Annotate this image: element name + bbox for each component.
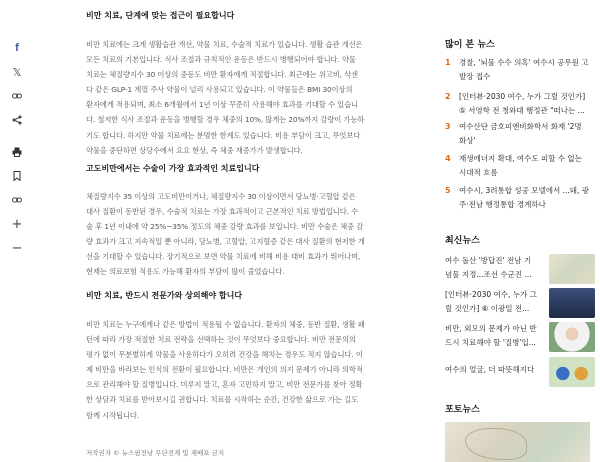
headline-line: 여수의 얼굴, 더 따뜻해지다 — [445, 365, 535, 374]
rank-number: 2 — [445, 92, 451, 101]
share-icon[interactable] — [0, 108, 34, 132]
headline-line: 경찰, '뇌물 수수 의혹' 여수시 공무원 고 — [459, 58, 589, 67]
photo-news-image[interactable] — [445, 422, 590, 462]
most-viewed-item[interactable] — [445, 152, 593, 180]
rank-number: 1 — [445, 58, 451, 67]
map-thumbnail[interactable] — [549, 254, 595, 284]
paragraph-line: 량 효과가 크고 지속적일 뿐 아니라, 당뇨병, 고혈압, 고지혈증 같은 대사 질환의 현저한 개 — [86, 237, 365, 247]
paragraph-line: 체질량지수 35 이상의 고도비만이거나, 체질량지수 30 이상이면서 당뇨병·고혈압 같은 — [86, 192, 356, 201]
latest-news-item[interactable] — [445, 322, 595, 352]
headline-line: 비만, 외모의 문제가 아닌 반 — [445, 324, 537, 333]
paragraph-line: 모든 치료의 기본입니다. 식사 조절과 규칙적인 운동은 반드시 병행되어야 합니다. 약물 — [86, 55, 356, 65]
doctor-thumbnail[interactable] — [549, 322, 595, 352]
paragraph-line: 으로 관리해야 할 질병입니다. 미루지 말고, 혼자 고민하지 말고, 비만 전문가를 찾아 정확 — [86, 380, 363, 390]
section-heading-3: 비만 치료, 반드시 전문가와 상의해야 합니다 — [86, 291, 243, 300]
link-icon[interactable] — [0, 84, 34, 108]
most-viewed-item[interactable] — [445, 90, 593, 118]
print-icon[interactable] — [0, 140, 34, 164]
rank-number: 5 — [445, 186, 451, 195]
paragraph-1 — [86, 37, 382, 158]
headline-line: 주·전남 행정통합 경계하나 — [459, 200, 546, 209]
most-viewed-title: 많이 본 뉴스 — [445, 40, 495, 50]
person-thumbnail[interactable] — [549, 288, 595, 318]
photo-news-title: 포토뉴스 — [445, 405, 480, 415]
headline-line: [인터뷰·2030 여수, 누가 그 — [445, 290, 537, 299]
paragraph-line: 현재는 의료보험 적용도 가능해 환자의 부담이 많이 줄었습니다. — [86, 267, 285, 277]
facebook-icon[interactable]: f — [15, 42, 19, 54]
paragraph-line: 치료는 체질량지수 30 이상의 중등도 비만 환자에게 적절합니다. 최근에는 위고비, 삭센 — [86, 70, 358, 80]
headline-line: 릴 것인가] ⑥ 이광일 전... — [445, 303, 530, 313]
paragraph-line: 기도 합니다. 하지만 약물 치료에는 분명한 한계도 있습니다. 비용 부담이 크고, 무엇보다 — [86, 130, 361, 140]
paragraph-line: 비만 치료는 누구에게나 같은 방법이 적용될 수 없습니다. 환자의 체중, 동반 질환, 생활 패 — [86, 320, 365, 329]
paragraph-line: 술 후 1년 이내에 약 25%~35% 정도의 체중 감량 효과를 보입니다. 비만 수술은 체중 감 — [86, 222, 364, 232]
latest-news-item[interactable] — [445, 288, 595, 318]
bookmark-icon[interactable] — [0, 164, 34, 188]
paragraph-3 — [86, 317, 382, 423]
headline-line: ⑤ 서영학 전 청와대 행정관 "떠나는 ... — [459, 106, 585, 115]
headline-line: 발장 접수 — [459, 72, 491, 81]
most-viewed-item[interactable] — [445, 120, 593, 148]
headline-line: 념물 지정...조선 수군진 ... — [445, 269, 532, 279]
paragraph-line: 한 상담과 치료를 받아보시길 권합니다. 치료를 시작하는 순간, 건강한 삶으로 가는 길도 — [86, 395, 359, 405]
paragraph-line: 평가 없이 무분별하게 약물을 사용하다가 오히려 건강을 해치는 경우도 적지 않습니다. 이 — [86, 350, 363, 360]
most-viewed-item[interactable] — [445, 56, 593, 84]
paragraph-line: 약물을 중단하면 상당수에서 요요 현상, 즉 체중 재증가가 발생합니다. — [86, 145, 303, 155]
headline-line: 화상' — [459, 136, 476, 145]
paragraph-line: 다. 철저한 식사 조절과 운동을 병행할 경우 체중의 10%, 많게는 20%까지 감량이 가능하 — [86, 115, 365, 125]
headline-line: 여수산단 금호피앤비화학서 화재 '2명 — [459, 122, 582, 131]
latest-news-title: 최신뉴스 — [445, 236, 480, 246]
headline-line: 여수시, 3려통합 성공 모델에서 ...돼, 광 — [459, 186, 590, 195]
copyright-notice: 저작권자 © 뉴스핌전남 무단전재 및 재배포 금지 — [86, 449, 225, 457]
x-twitter-icon[interactable]: 𝕏 — [12, 65, 22, 79]
paragraph-2 — [86, 189, 382, 280]
headline-line: [인터뷰·2030 여수, 누가 그릴 것인가] — [459, 92, 586, 101]
headline-line: 드시 치료해야 할 '질병'입... — [445, 337, 536, 347]
paragraph-line: 다 같은 GLP-1 계열 주사 약물이 널리 사용되고 있습니다. 이 약물들은 BMI 30이상의 — [86, 85, 353, 95]
rank-number: 3 — [445, 122, 451, 131]
headline-line: 여수 돌산 '방답진' 전남 기 — [445, 256, 532, 265]
latest-news-item[interactable] — [445, 254, 595, 284]
font-increase-icon[interactable]: + — [11, 216, 23, 232]
headline-line: 재생에너지 확대, 여수도 피할 수 없는 — [459, 154, 582, 163]
rank-number: 4 — [445, 154, 451, 163]
paragraph-line: 턴에 따라 가장 적절한 치료 전략을 선택하는 것이 무엇보다 중요합니다. 비만 전문의의 — [86, 335, 356, 345]
paragraph-line: 함께 시작됩니다. — [86, 410, 140, 420]
mascot-thumbnail[interactable] — [549, 357, 595, 387]
copy-link-icon[interactable] — [0, 188, 34, 212]
section-heading-2: 고도비만에서는 수술이 가장 효과적인 치료입니다 — [86, 164, 260, 173]
font-decrease-icon[interactable]: − — [11, 240, 23, 256]
paragraph-line: 비만 치료에는 크게 생활습관 개선, 약물 치료, 수술적 치료가 있습니다. 생활 습관 개선은 — [86, 40, 363, 49]
headline-line: 시대적 흐름 — [459, 168, 498, 177]
paragraph-line: 환자에게 적용되며, 최소 6개월에서 1년 이상 꾸준히 사용해야 효과를 기대할 수 있습니 — [86, 100, 358, 110]
section-heading-1: 비만 치료, 단계에 맞는 접근이 필요합니다 — [86, 11, 235, 20]
most-viewed-item[interactable] — [445, 184, 593, 212]
paragraph-line: 선을 기대할 수 있습니다. 장기적으로 보면 약물 치료에 비해 비용 대비 효과가 뛰어나며, — [86, 252, 361, 262]
paragraph-line: 대사 질환이 동반된 경우, 수술적 치료는 가장 효과적이고 근본적인 치료 방법입니다. 수 — [86, 207, 359, 217]
share-rail — [0, 36, 34, 260]
paragraph-line: 제 비만을 바라보는 인식의 전환이 필요합니다. 비만은 개인의 의지 문제가 아니라 의학적 — [86, 365, 363, 375]
latest-news-item[interactable] — [445, 357, 595, 387]
